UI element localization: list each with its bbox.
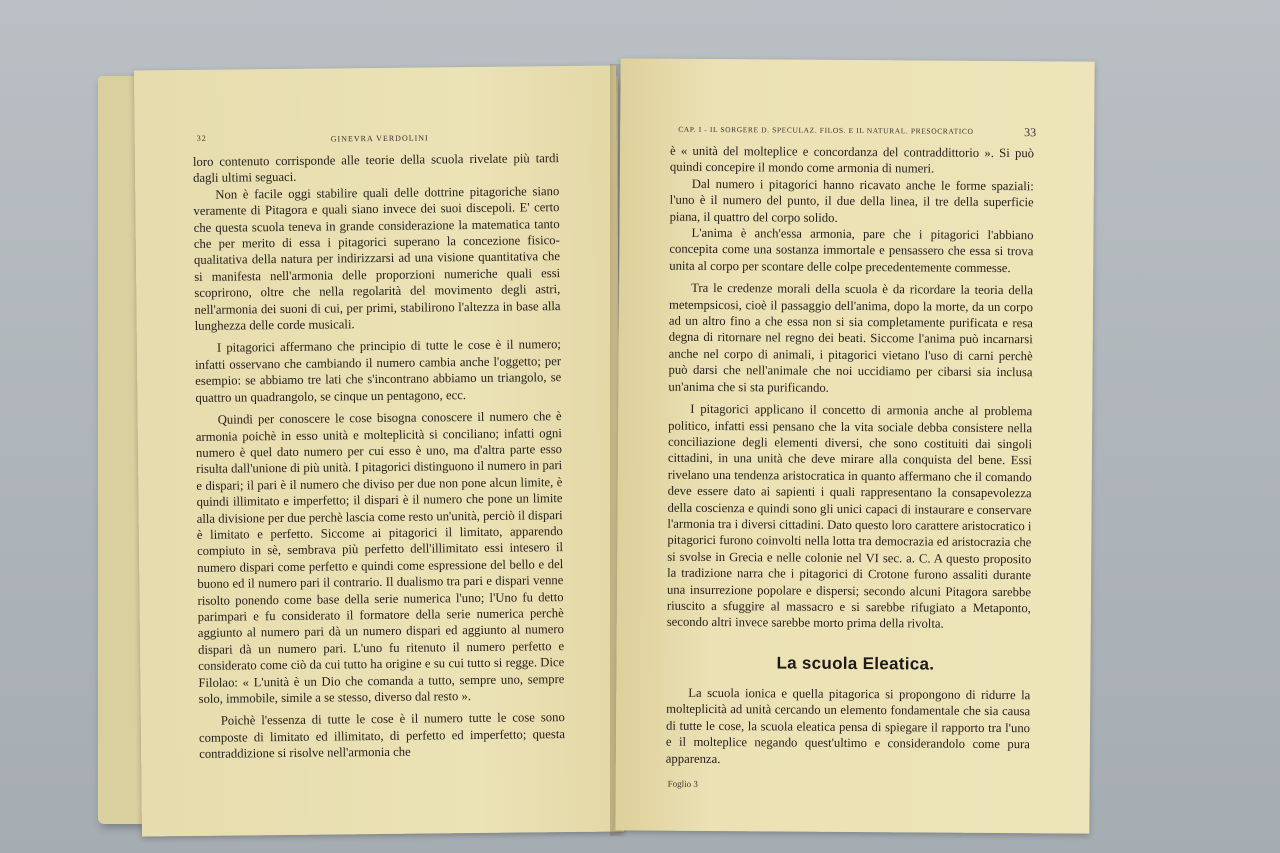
left-paragraph: Quindi per conoscere le cose bisogna conoscere il numero che è armonia poichè in esso unità e molteplicità si conciliano; infatti ogni numero è quel dato numero per cui esso è uno, ma d'altra parte esso risulta dall'unione di più unità. I pitagorici distinguono il numero in pari e dispari; il pari è il numero che diviso per due non pone alcun limite, è quindi illimitato e imperfetto; il dispari è il numero che pone un limite alla divisione per due perchè lascia come resto un'unità, perciò il dispari è limitato e perfetto. Siccome ai pitagorici il limitato, apparendo compiuto in sè, sembrava più perfetto dell'illimitato essi intesero il numero dispari come perfetto e quindi come espressione del bello e del buono ed il numero pari il contrario. Il dualismo tra pari e dispari venne risolto ponendo come base della serie numerica l'uno; l'Uno fu detto parimpari e fu considerato il formatore della serie numerica perchè aggiunto al numero pari dà un numero dispari ed aggiunto al numero dispari dà un numero pari. L'uno fu ritenuto il numero perfetto e considerato come ciò da cui tutto ha origine e su cui tutto si regge. Dice Filolao: « L'unità è un Dio che comanda a tutto, sempre uno, sempre solo, immobile, simile a se stesso, diverso dal resto ». xyxy=(195,409,565,706)
left-paragraph: Poichè l'essenza di tutte le cose è il numero tutte le cose sono composte di limitato ed illimitato, di perfetto ed imperfetto; questa contraddizione si risolve nell'armonia che xyxy=(198,710,566,762)
right-section-text xyxy=(666,685,1031,770)
right-page-number: 33 xyxy=(1024,125,1037,140)
page-footer: Foglio 3 xyxy=(667,778,698,789)
section-heading: La scuola Eleatica. xyxy=(776,653,935,674)
right-section-paragraph: La scuola ionica e quella pitagorica si propongono di ridurre la molteplicità ad unità cercando un elemento fondamentale che sia causa di tutte le cose, la scuola eleatica pensa di spiegare il rapporto tra l'uno e il molteplice negando quest'ultimo e considerandolo come pura apparenza. xyxy=(665,685,1031,766)
right-paragraph: L'anima è anch'essa armonia, pare che i pitagorici l'abbiano concepita come una sostanza immortale e pensassero che essa si trova unita al corpo per scontare delle colpe precedentemente commesse. xyxy=(669,225,1034,275)
left-page-number: 32 xyxy=(196,133,207,143)
left-paragraph: loro contenuto corrisponde alle teorie della scuola rivelate più tardi dagli ultimi seguaci. xyxy=(192,151,560,186)
left-page xyxy=(134,65,624,836)
left-paragraph: I pitagorici affermano che principio di tutte le cose è il numero; infatti osservano che cambiando il numero cambia anche l'oggetto; per esempio: se abbiamo tre lati che s'incontrano abbiamo un triangolo, se quattro un quadrangolo, se cinque un pentagono, ecc. xyxy=(195,337,562,405)
left-paragraph: Non è facile oggi stabilire quali delle dottrine pitagoriche siano veramente di Pitagora e quali siano invece dei suoi discepoli. E' certo che questa scuola teneva in grande considerazione la matematica tanto che per merito di essa i pitagorici superano la concezione fisico-qualitativa della natura per indirizzarsi ad una visione quantitativa che si manifesta nell'armonia delle proporzioni numeriche quali essi scoprirono, oltre che nella regolarità del movimento degli astri, nell'armonia dei suoni di cui, per primi, stabilirono l'altezza in base alla lunghezza delle corde musicali. xyxy=(193,183,561,333)
left-running-head: GINEVRA VERDOLINI xyxy=(330,133,429,144)
left-page-text xyxy=(193,150,565,762)
right-paragraph: è « unità del molteplice e concordanza del contraddittorio ». Si può quindi concepire il mondo come armonia di numeri. xyxy=(669,143,1035,176)
right-page-text xyxy=(667,143,1034,633)
right-paragraph: I pitagorici applicano il concetto di armonia anche al problema politico, infatti essi pensano che la vita sociale debba consistere nella conciliazione degli elementi diversi, che sono costituiti dai singoli cittadini, in una unità che deve mirare alla conquista del bene. Essi rivelano una tendenza aristocratica in quanto affermano che il comando deve essere dato ai sapienti i quali rappresentano la consapevolezza della coscienza e quindi sono gli unici capaci di instaurare e conservare l'armonia tra i diversi cittadini. Dato questo loro carattere aristocratico i pitagorici furono coinvolti nella lotta tra democrazia ed aristocrazia che si svolse in Grecia e nelle colonie nel VI sec. a. C. A questo proposito la tradizione narra che i pitagorici di Crotone furono assaliti durante una insurrezione popolare e dispersi; secondo alcuni Pitagora sarebbe riuscito a sfuggire al massacro e si sarebbe rifugiato a Metaponto, secondo altri invece sarebbe morto prima della rivolta. xyxy=(666,401,1033,631)
open-book xyxy=(98,60,1098,840)
right-page xyxy=(615,58,1094,833)
right-paragraph: Dal numero i pitagorici hanno ricavato anche le forme spaziali: l'uno è il numero del punto, il due della linea, il tre della superficie piana, il quattro del corpo solido. xyxy=(669,176,1034,225)
right-running-head: CAP. I - IL SORGERE D. SPECULAZ. FILOS. E IL NATURAL. PRESOCRATICO xyxy=(678,124,974,136)
right-paragraph: Tra le credenze morali della scuola è da ricordare la teoria della metempsicosi, cioè il passaggio dell'anima, dopo la morte, da un corpo ad un altro fino a che essa non si sia completamente purificata e resa degna di ritornare nel regno dei beati. Siccome l'anima può incarnarsi anche nel corpo di animali, i pitagorici vietano l'uso di carni perchè può darsi che nell'animale che noi uccidiamo per cibarsi sia inclusa un'anima che si sta purificando. xyxy=(668,281,1034,395)
